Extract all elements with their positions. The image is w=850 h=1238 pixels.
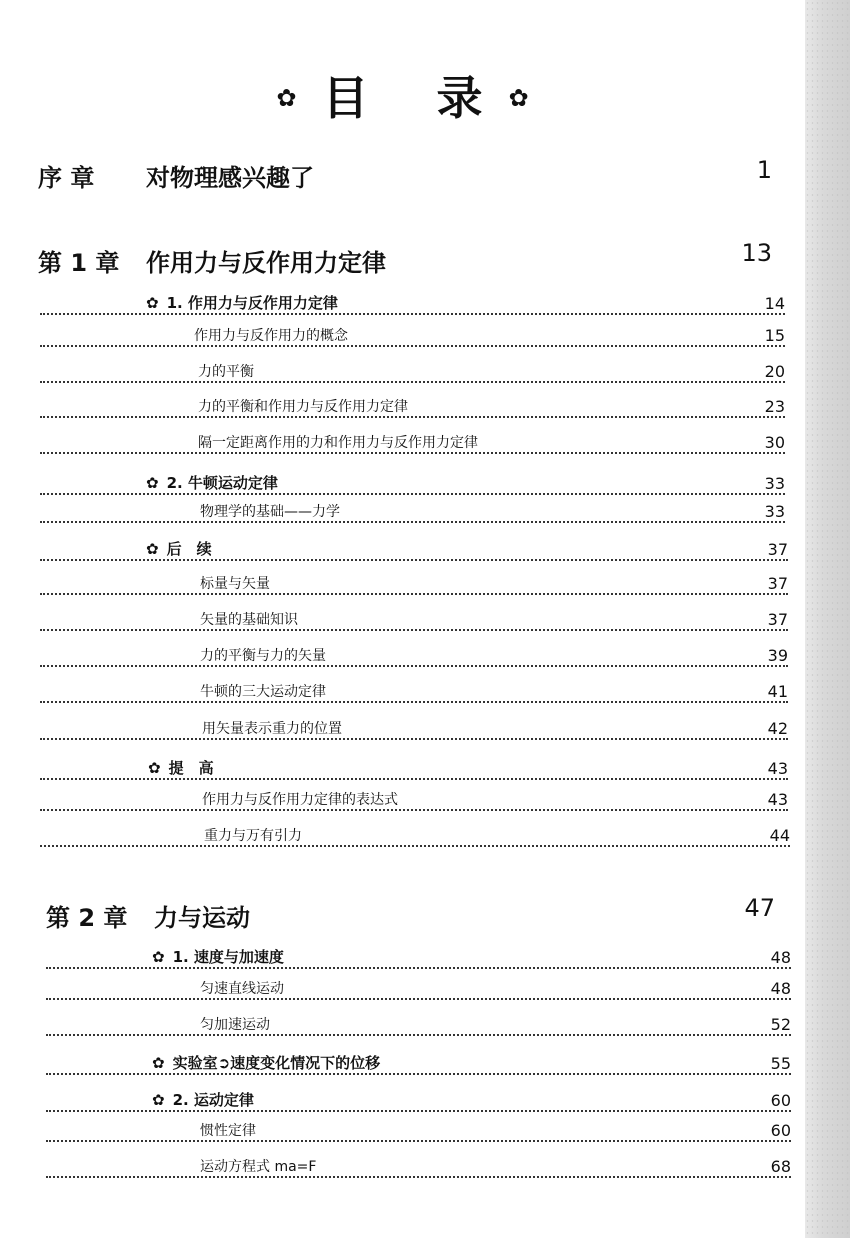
- entry-page: 44: [767, 826, 790, 845]
- toc-entry-section[interactable]: [46, 1049, 791, 1075]
- scan-edge: [805, 0, 850, 1238]
- entry-label: 力的平衡和作用力与反作用力定律: [198, 396, 410, 416]
- chapter-page: 13: [741, 239, 772, 267]
- entry-page: 33: [762, 502, 785, 521]
- flower-icon: ✿: [152, 1054, 165, 1072]
- toc-entry[interactable]: [40, 821, 790, 847]
- flower-icon: ✿: [276, 84, 297, 112]
- entry-label: 2. 运动定律: [172, 1091, 254, 1109]
- toc-entry[interactable]: [40, 497, 785, 523]
- flower-icon: ✿: [146, 294, 159, 312]
- toc-entry[interactable]: [40, 677, 788, 703]
- toc-entry[interactable]: [40, 357, 785, 383]
- toc-entry[interactable]: [40, 785, 788, 811]
- entry-page: 42: [765, 719, 788, 738]
- entry-label: 作用力与反作用力的概念: [194, 325, 350, 345]
- chapter-title: 对物理感兴趣了: [146, 164, 314, 192]
- toc-entry[interactable]: [40, 321, 785, 347]
- toc-entry-section[interactable]: [40, 469, 785, 495]
- entry-page: 15: [762, 326, 785, 345]
- entry-label: 用矢量表示重力的位置: [202, 718, 344, 738]
- chapter-title: 作用力与反作用力定律: [146, 249, 386, 277]
- entry-label: 力的平衡与力的矢量: [200, 645, 328, 665]
- toc-entry-section[interactable]: [46, 1086, 791, 1112]
- entry-label: 牛顿的三大运动定律: [200, 681, 328, 701]
- entry-page: 14: [762, 294, 785, 313]
- toc-entry-section[interactable]: [40, 289, 785, 315]
- flower-icon: ✿: [508, 84, 529, 112]
- chapter-number: 第 2 章: [46, 904, 128, 932]
- toc-entry-section[interactable]: [40, 754, 788, 780]
- toc-entry[interactable]: [40, 605, 788, 631]
- entry-page: 48: [768, 979, 791, 998]
- entry-page: 52: [768, 1015, 791, 1034]
- flower-icon: ✿: [152, 1091, 165, 1109]
- flower-icon: ✿: [146, 540, 159, 558]
- entry-page: 55: [768, 1054, 791, 1073]
- entry-page: 48: [768, 948, 791, 967]
- entry-label: 1. 作用力与反作用力定律: [166, 294, 338, 312]
- entry-page: 68: [768, 1157, 791, 1176]
- toc-entry[interactable]: [46, 1116, 791, 1142]
- entry-label: 匀加速运动: [200, 1014, 272, 1034]
- entry-page: 43: [765, 759, 788, 778]
- toc-entry[interactable]: [46, 1152, 791, 1178]
- entry-label: 惯性定律: [200, 1120, 258, 1140]
- entry-label: 力的平衡: [198, 361, 256, 381]
- flower-icon: ✿: [152, 948, 165, 966]
- toc-entry[interactable]: [46, 1010, 791, 1036]
- flower-icon: ✿: [148, 759, 161, 777]
- toc-title: [0, 62, 805, 128]
- toc-entry[interactable]: [40, 392, 785, 418]
- toc-entry[interactable]: [40, 714, 788, 740]
- chapter-title: 力与运动: [154, 904, 250, 932]
- entry-page: 20: [762, 362, 785, 381]
- entry-page: 30: [762, 433, 785, 452]
- flower-icon: ✿: [146, 474, 159, 492]
- chapter-1-heading[interactable]: [38, 243, 386, 278]
- chapter-page: 47: [744, 894, 775, 922]
- entry-label: 矢量的基础知识: [200, 609, 300, 629]
- toc-entry-section[interactable]: [40, 535, 788, 561]
- toc-entry[interactable]: [40, 569, 788, 595]
- entry-page: 39: [765, 646, 788, 665]
- entry-page: 23: [762, 397, 785, 416]
- entry-page: 60: [768, 1121, 791, 1140]
- entry-label: 匀速直线运动: [200, 978, 286, 998]
- entry-label: 后 续: [166, 540, 212, 558]
- toc-entry-section[interactable]: [46, 943, 791, 969]
- entry-label: 隔一定距离作用的力和作用力与反作用力定律: [198, 432, 480, 452]
- entry-page: 37: [765, 540, 788, 559]
- entry-label: 实验室➲速度变化情况下的位移: [172, 1054, 381, 1072]
- entry-label: 运动方程式 ma=F: [200, 1156, 318, 1176]
- toc-entry[interactable]: [46, 974, 791, 1000]
- entry-page: 33: [762, 474, 785, 493]
- entry-label: 重力与万有引力: [204, 825, 304, 845]
- entry-page: 41: [765, 682, 788, 701]
- toc-entry[interactable]: [40, 641, 788, 667]
- chapter-number: 第 1 章: [38, 249, 120, 277]
- toc-entry[interactable]: [40, 428, 785, 454]
- entry-label: 物理学的基础——力学: [200, 501, 342, 521]
- entry-label: 提 高: [168, 759, 214, 777]
- entry-label: 标量与矢量: [200, 573, 272, 593]
- entry-page: 43: [765, 790, 788, 809]
- chapter-2-heading[interactable]: [46, 898, 250, 933]
- prologue-heading[interactable]: [38, 158, 314, 193]
- entry-page: 37: [765, 610, 788, 629]
- page-title: 目 录: [322, 71, 509, 125]
- entry-page: 37: [765, 574, 788, 593]
- entry-label: 作用力与反作用力定律的表达式: [202, 789, 400, 809]
- entry-label: 1. 速度与加速度: [172, 948, 284, 966]
- chapter-page: 1: [756, 156, 772, 184]
- entry-label: 2. 牛顿运动定律: [166, 474, 278, 492]
- entry-page: 60: [768, 1091, 791, 1110]
- chapter-number: 序 章: [38, 164, 95, 192]
